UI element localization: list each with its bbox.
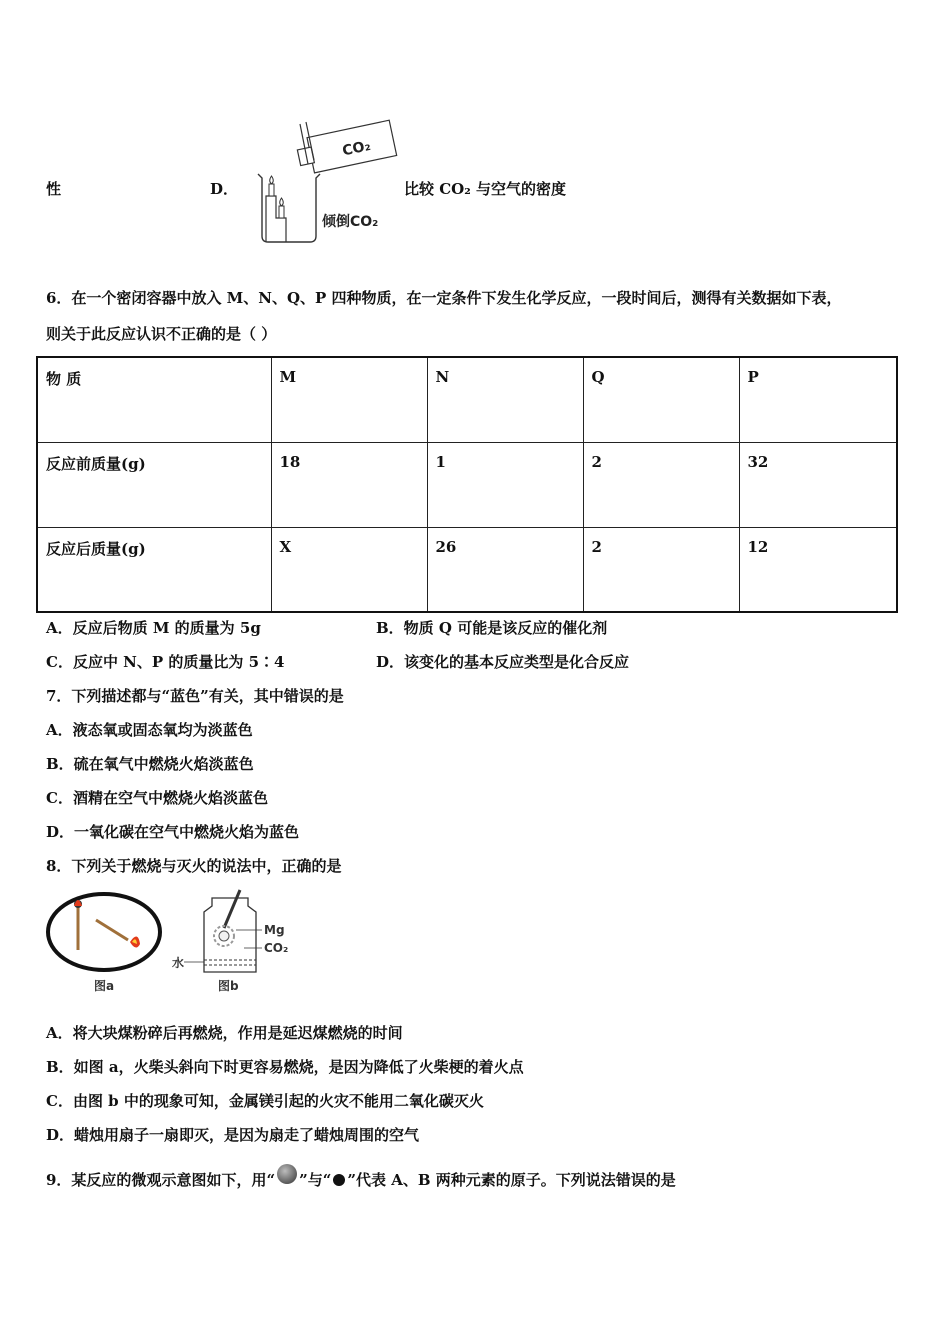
table-cell: 18 bbox=[271, 442, 427, 527]
q7-stem: 7．下列描述都与“蓝色”有关，其中错误的是 bbox=[46, 687, 344, 705]
q7-option-b: B．硫在氧气中燃烧火焰淡蓝色 bbox=[46, 755, 254, 773]
q6-option-a: A．反应后物质 M 的质量为 5g bbox=[46, 619, 261, 637]
q8-option-b: B．如图 a，火柴头斜向下时更容易燃烧，是因为降低了火柴梗的着火点 bbox=[46, 1058, 524, 1076]
table-cell: 反应后质量(g) bbox=[37, 527, 271, 612]
figure-b-co2-label: CO₂ bbox=[264, 941, 289, 955]
option-d-label: D． bbox=[210, 180, 239, 198]
table-cell: 26 bbox=[427, 527, 583, 612]
table-header-row bbox=[37, 357, 897, 442]
q7-option-d: D．一氧化碳在空气中燃烧火焰为蓝色 bbox=[46, 823, 300, 841]
table-cell: 1 bbox=[427, 442, 583, 527]
q8-option-d: D．蜡烛用扇子一扇即灭，是因为扇走了蜡烛周围的空气 bbox=[46, 1126, 420, 1144]
q6-option-b: B．物质 Q 可能是该反应的催化剂 bbox=[376, 619, 608, 637]
atom-b-icon bbox=[332, 1172, 346, 1190]
figure-b-caption: 图b bbox=[218, 979, 239, 993]
table-cell: 12 bbox=[739, 527, 897, 612]
table-row bbox=[37, 442, 897, 527]
q9-stem bbox=[46, 1164, 676, 1190]
q9-stem-part2: ”与“ bbox=[299, 1171, 332, 1189]
q6-stem-line2: 则关于此反应认识不正确的是（ ） bbox=[46, 325, 277, 343]
q8-stem: 8．下列关于燃烧与灭火的说法中，正确的是 bbox=[46, 857, 342, 875]
table-cell: 2 bbox=[583, 442, 739, 527]
q9-stem-part1: 9．某反应的微观示意图如下，用“ bbox=[46, 1171, 276, 1189]
table-row bbox=[37, 527, 897, 612]
q6-option-c: C．反应中 N、P 的质量比为 5∶4 bbox=[46, 653, 285, 671]
figure-b bbox=[172, 890, 288, 993]
pour-co2-label: 倾倒CO₂ bbox=[322, 214, 379, 230]
table-header-cell: Q bbox=[583, 357, 739, 442]
q7-option-c: C．酒精在空气中燃烧火焰淡蓝色 bbox=[46, 789, 268, 807]
q6-option-d: D．该变化的基本反应类型是化合反应 bbox=[376, 653, 630, 671]
table-header-cell: N bbox=[427, 357, 583, 442]
atom-a-icon bbox=[276, 1164, 298, 1190]
table-cell: 32 bbox=[739, 442, 897, 527]
table-header-cell: 物 质 bbox=[37, 357, 271, 442]
figure-b-water-label: 水 bbox=[172, 956, 185, 970]
q8-option-a: A．将大块煤粉碎后再燃烧，作用是延迟煤燃烧的时间 bbox=[46, 1024, 403, 1042]
q9-stem-part3: ”代表 A、B 两种元素的原子。下列说法错误的是 bbox=[347, 1171, 676, 1189]
table-header-cell: P bbox=[739, 357, 897, 442]
figure-b-mg-label: Mg bbox=[264, 923, 285, 937]
q6-stem-line1: 6．在一个密闭容器中放入 M、N、Q、P 四种物质，在一定条件下发生化学反应，一段时间后，测得有关数据如下表， bbox=[46, 289, 842, 307]
figure-a-caption: 图a bbox=[94, 979, 115, 993]
bottle-co2-label: CO₂ bbox=[341, 137, 373, 160]
figure-a bbox=[48, 894, 160, 993]
q8-option-c: C．由图 b 中的现象可知，金属镁引起的火灾不能用二氧化碳灭火 bbox=[46, 1092, 484, 1110]
table-header-cell: M bbox=[271, 357, 427, 442]
q8-figures bbox=[44, 886, 294, 998]
q6-data-table bbox=[36, 356, 898, 613]
co2-pouring-figure bbox=[250, 118, 400, 248]
table-cell: 反应前质量(g) bbox=[37, 442, 271, 527]
table-cell: 2 bbox=[583, 527, 739, 612]
q7-option-a: A．液态氧或固态氧均为淡蓝色 bbox=[46, 721, 253, 739]
previous-option-tail: 性 bbox=[46, 180, 62, 198]
option-d-caption: 比较 CO₂ 与空气的密度 bbox=[404, 180, 567, 198]
table-cell: X bbox=[271, 527, 427, 612]
